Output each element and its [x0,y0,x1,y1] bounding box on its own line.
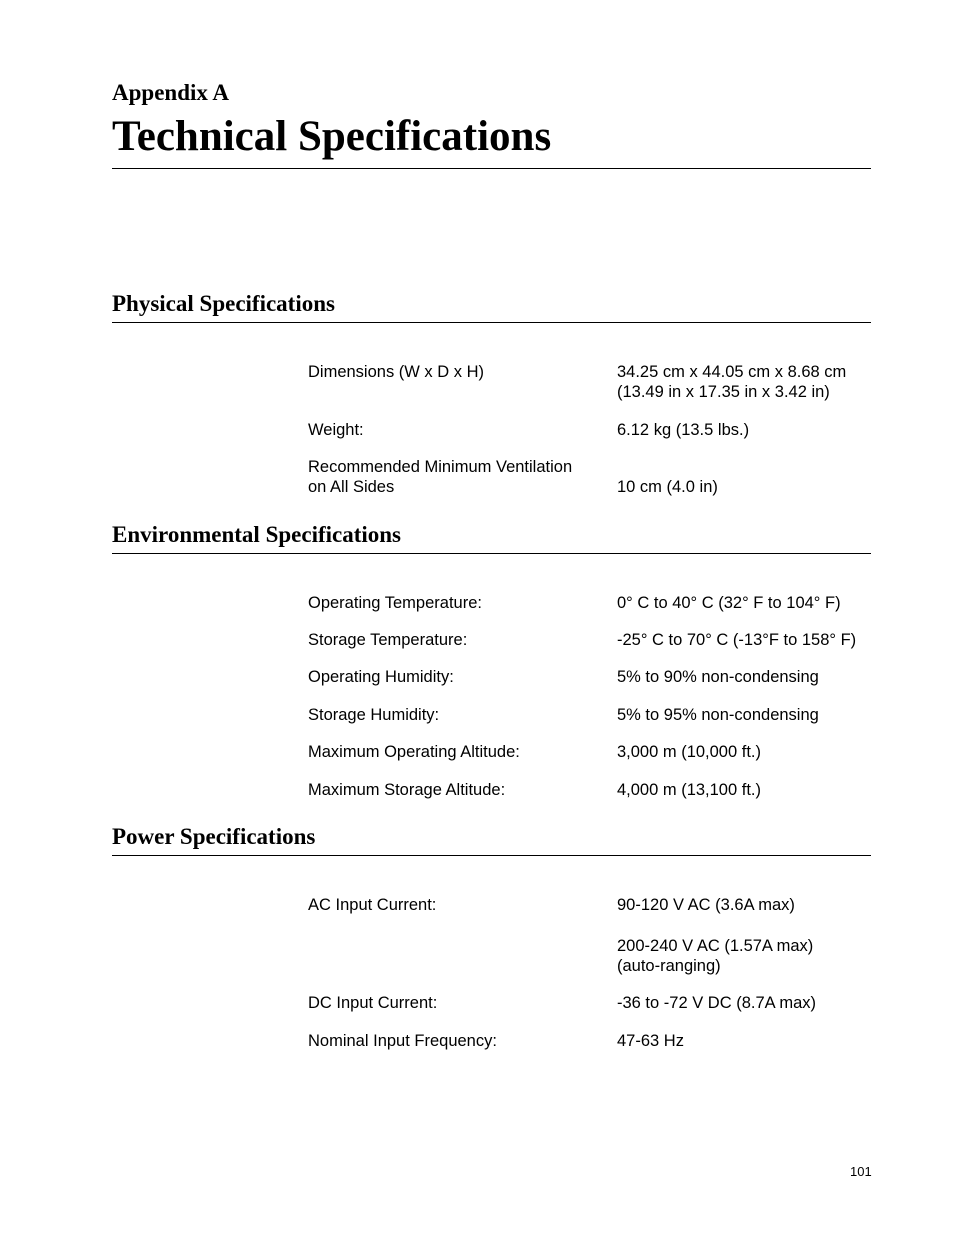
spec-value-operating-humidity: 5% to 90% non-condensing [617,668,819,686]
spec-value-line: (13.49 in x 17.35 in x 3.42 in) [617,383,830,401]
spec-value-weight [617,420,749,440]
appendix-label: Appendix A [112,80,229,105]
spec-label-ventilation [308,457,572,497]
spec-label-nominal-input-frequency: Nominal Input Frequency: [308,1032,497,1050]
spec-label-max-operating-altitude: Maximum Operating Altitude: [308,743,520,761]
page-number: 101 [850,1164,872,1179]
page-title: Technical Specifications [112,113,552,160]
spec-value-max-storage-altitude: 4,000 m (13,100 ft.) [617,781,761,799]
spec-value-dc-input-current: -36 to -72 V DC (8.7A max) [617,994,816,1012]
environmental-specifications-divider [112,553,871,554]
spec-label-max-storage-altitude: Maximum Storage Altitude: [308,781,506,799]
environmental-specifications-heading: Environmental Specifications [112,522,402,547]
spec-value-dimensions [617,362,846,402]
spec-label-line: Dimensions (W x D x H) [308,363,485,381]
spec-label-storage-temperature: Storage Temperature: [308,631,468,649]
spec-value-line: 10 cm (4.0 in) [617,478,718,496]
spec-label-operating-temperature: Operating Temperature: [308,594,482,612]
spec-label-line: on All Sides [308,478,395,496]
spec-label-line: Weight: [308,421,364,439]
spec-value-ventilation [617,477,718,497]
spec-label-line: Recommended Minimum Ventilation [308,458,573,476]
spec-value-line: 6.12 kg (13.5 lbs.) [617,421,750,439]
power-specifications-divider [112,855,871,856]
spec-value-max-operating-altitude: 3,000 m (10,000 ft.) [617,743,761,761]
power-specifications-heading: Power Specifications [112,824,316,849]
spec-label-weight [308,420,364,440]
spec-value-ac-input-current-low: 90-120 V AC (3.6A max) [617,896,795,914]
title-divider [112,168,871,169]
spec-label-operating-humidity: Operating Humidity: [308,668,454,686]
spec-value-ac-input-current-high [617,936,813,976]
physical-specifications-heading: Physical Specifications [112,291,335,316]
spec-value-storage-humidity: 5% to 95% non-condensing [617,706,819,724]
spec-label-dc-input-current: DC Input Current: [308,994,438,1012]
spec-value-line: (auto-ranging) [617,957,721,975]
spec-label-dimensions [308,362,484,382]
physical-specifications-divider [112,322,871,323]
spec-label-ac-input-current: AC Input Current: [308,896,437,914]
spec-value-nominal-input-frequency: 47-63 Hz [617,1032,684,1050]
spec-label-storage-humidity: Storage Humidity: [308,706,440,724]
spec-value-operating-temperature: 0° C to 40° C (32° F to 104° F) [617,594,841,612]
spec-value-storage-temperature: -25° C to 70° C (-13°F to 158° F) [617,631,857,649]
spec-value-line: 34.25 cm x 44.05 cm x 8.68 cm [617,363,847,381]
spec-value-line: 200-240 V AC (1.57A max) [617,937,814,955]
